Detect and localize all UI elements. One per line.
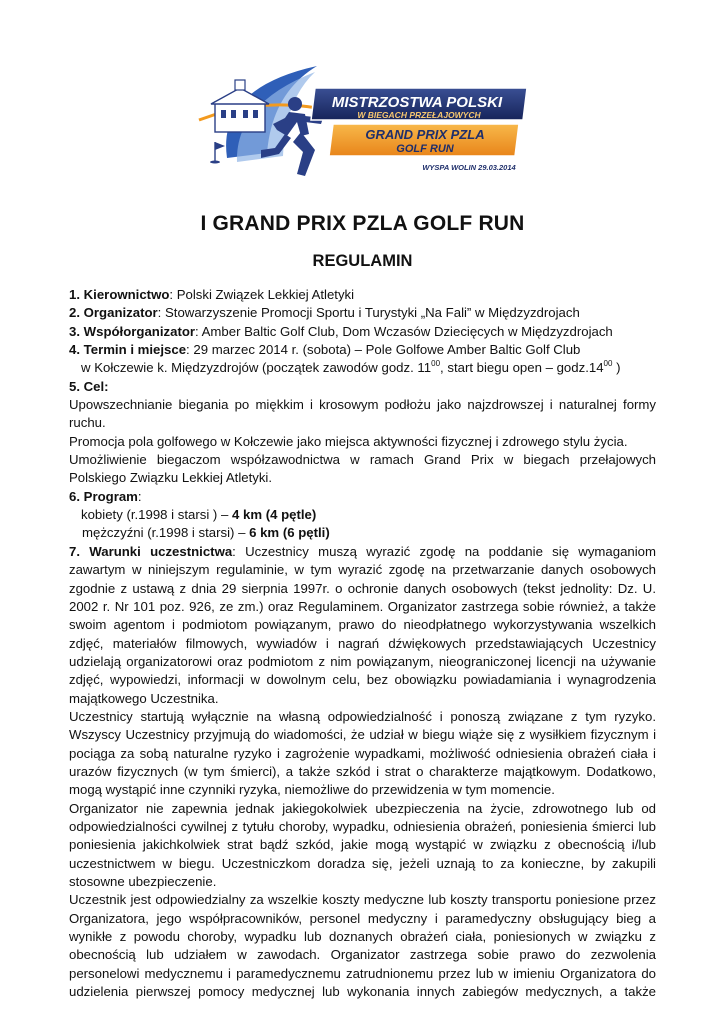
women-category: kobiety (r.1998 i starsi ) – <box>81 507 232 523</box>
section-5 <box>69 378 656 396</box>
section-4-sup2: 00 <box>603 359 613 369</box>
logo-line1: MISTRZOSTWA POLSKI <box>331 94 503 111</box>
logo-line4: GOLF RUN <box>396 143 454 155</box>
section-3-label: 3. Współorganizator <box>69 323 196 339</box>
logo-line2: W BIEGACH PRZEŁAJOWYCH <box>357 110 481 120</box>
document-subtitle: REGULAMIN <box>312 252 413 270</box>
section-4 <box>69 341 656 359</box>
golf-flag-icon <box>210 142 225 164</box>
section-6-women <box>69 506 656 524</box>
section-5-label: 5. Cel: <box>69 378 109 394</box>
section-6-colon: : <box>137 488 142 504</box>
section-4-place: w Kołczewie k. Międzyzdrojów (początek zawodów godz. 11 <box>81 360 432 376</box>
section-4-label: 4. Termin i miejsce <box>69 342 187 358</box>
section-1-label: 1. Kierownictwo <box>69 287 170 302</box>
section-6-label: 6. Program <box>69 488 138 504</box>
document-title: I GRAND PRIX PZLA GOLF RUN <box>200 212 525 235</box>
section-4-text: : 29 marzec 2014 r. (sobota) – Pole Golfowe Amber Baltic Golf Club <box>186 342 581 358</box>
section-7-p3: Organizator nie zapewnia jednak jakiegokolwiek ubezpieczenia na życie, zdrowotnego lub od odpowiedzialności cywilnej z tytułu choroby, wypadku, odniesienia obrażeń, poniesienia śmierci lub poniesienia jakichkolwiek strat bądź szkód, jakie mogą wystąpić w związku z obecnością i/lub uczestnictwem w biegu. Uczestniczkom doradza się, jeżeli uznają to za konieczne, by zakupili stosowne ubezpieczenie. <box>69 800 656 889</box>
logo-line3: GRAND PRIX PZLA <box>365 127 485 142</box>
section-3 <box>69 323 656 341</box>
section-7-p4: Uczestnik jest odpowiedzialny za wszelkie koszty medyczne lub koszty transportu poniesione przez Organizatora, jego współpracowników, personel medyczny i paramedyczny obsługujący bieg a wynikłe z powodu choroby, wypadku lub doznanych obrażeń ciała, poniesionych w związku z obecnością lub udziałem w zawodach. Organizator zastrzega sobie prawo do zezwolenia personelowi medycznemu i paramedycznemu zatrudnionemu przez lub w imieniu Organizatora do udzielenia pierwszej pomocy medycznej lub wykonania innych zabiegów medycznych, a także <box>69 892 656 1000</box>
section-5-p3: Umożliwienie biegaczom współzawodnictwa w ramach Grand Prix w biegach przełajowych Polskiego Związku Lekkiej Atletyki. <box>69 452 656 486</box>
section-2-text: : Stowarzyszenie Promocji Sportu i Turystyki „Na Fali” w Międzyzdrojach <box>157 305 580 321</box>
women-distance: 4 km (4 pętle) <box>232 507 317 523</box>
event-logo <box>197 58 530 188</box>
section-5-p1: Upowszechnianie biegania po miękkim i krosowym podłożu jako najzdrowszej i naturalnej formy ruchu. <box>69 397 656 431</box>
section-7-p1: : Uczestnicy muszą wyrazić zgodę na poddanie się wymaganiom zawartym w niniejszym regulaminie, w tym wyrazić zgodę na przetwarzanie danych osobowych zgodnie z ustawą z dnia 29 sierpnia 1997r. o ochronie danych osobowych (tekst jednolity: Dz. U. 2002 r. Nr 101 poz. 926, ze zm.) oraz Regulaminem. Organizator zastrzega sobie również, a także swoim agentom i podmiotom powiązanym, prawo do nieodpłatnego wykorzystywania wszelkich zdjęć, materiałów filmowych, wywiadów i nagrań dźwiękowych przedstawiających Uczestnicy udzielają organizatorowi oraz podmiotom z nim powiązanym, nieograniczonej licencji na używanie zdjęć, wypowiedzi, informacji w dowolnym celu, bez obowiązku powiadamiania i wynagrodzenia majątkowego Uczestnika. <box>69 543 656 706</box>
section-7 <box>69 543 656 708</box>
section-2 <box>69 304 656 322</box>
section-4-sup1: 00 <box>431 359 441 369</box>
section-6-men <box>69 524 656 542</box>
section-4-start: , start biegu open – godz.14 <box>440 360 604 376</box>
section-7-label: 7. Warunki uczestnictwa <box>69 543 233 559</box>
men-category: mężczyźni (r.1998 i starsi) – <box>82 525 250 541</box>
section-7-p2: Uczestnicy startują wyłącznie na własną odpowiedzialność i ponoszą związane z tym ryzyko. Wszyscy Uczestnicy przyjmują do wiadomości, że udział w biegu wiąże się z wysiłkiem fizycznym i pociąga za sobą naturalne ryzyko i zagrożenie wypadkami, możliwość odniesienia obrażeń ciała i urazów fizycznych (w tym śmierci), a także szkód i strat o charakterze majątkowym. Dodatkowo, mogą wystąpić inne czynniki ryzyka, niemożliwe do przewidzenia w tym momencie. <box>69 708 656 798</box>
regulations-body <box>69 286 656 1001</box>
section-6 <box>69 488 656 506</box>
logo-line5: WYSPA WOLIN 29.03.2014 <box>422 163 516 172</box>
section-5-p2: Promocja pola golfowego w Kołczewie jako miejsca aktywności fizycznej i zdrowego stylu życia. <box>69 433 628 449</box>
section-3-text: : Amber Baltic Golf Club, Dom Wczasów Dziecięcych w Międzyzdrojach <box>195 323 613 339</box>
section-1-text: : Polski Związek Lekkiej Atletyki <box>169 287 355 302</box>
section-2-label: 2. Organizator <box>69 305 158 321</box>
section-1 <box>69 286 656 304</box>
section-4-line2 <box>69 359 656 377</box>
men-distance: 6 km (6 pętli) <box>249 525 330 541</box>
section-4-end: ) <box>612 360 621 376</box>
